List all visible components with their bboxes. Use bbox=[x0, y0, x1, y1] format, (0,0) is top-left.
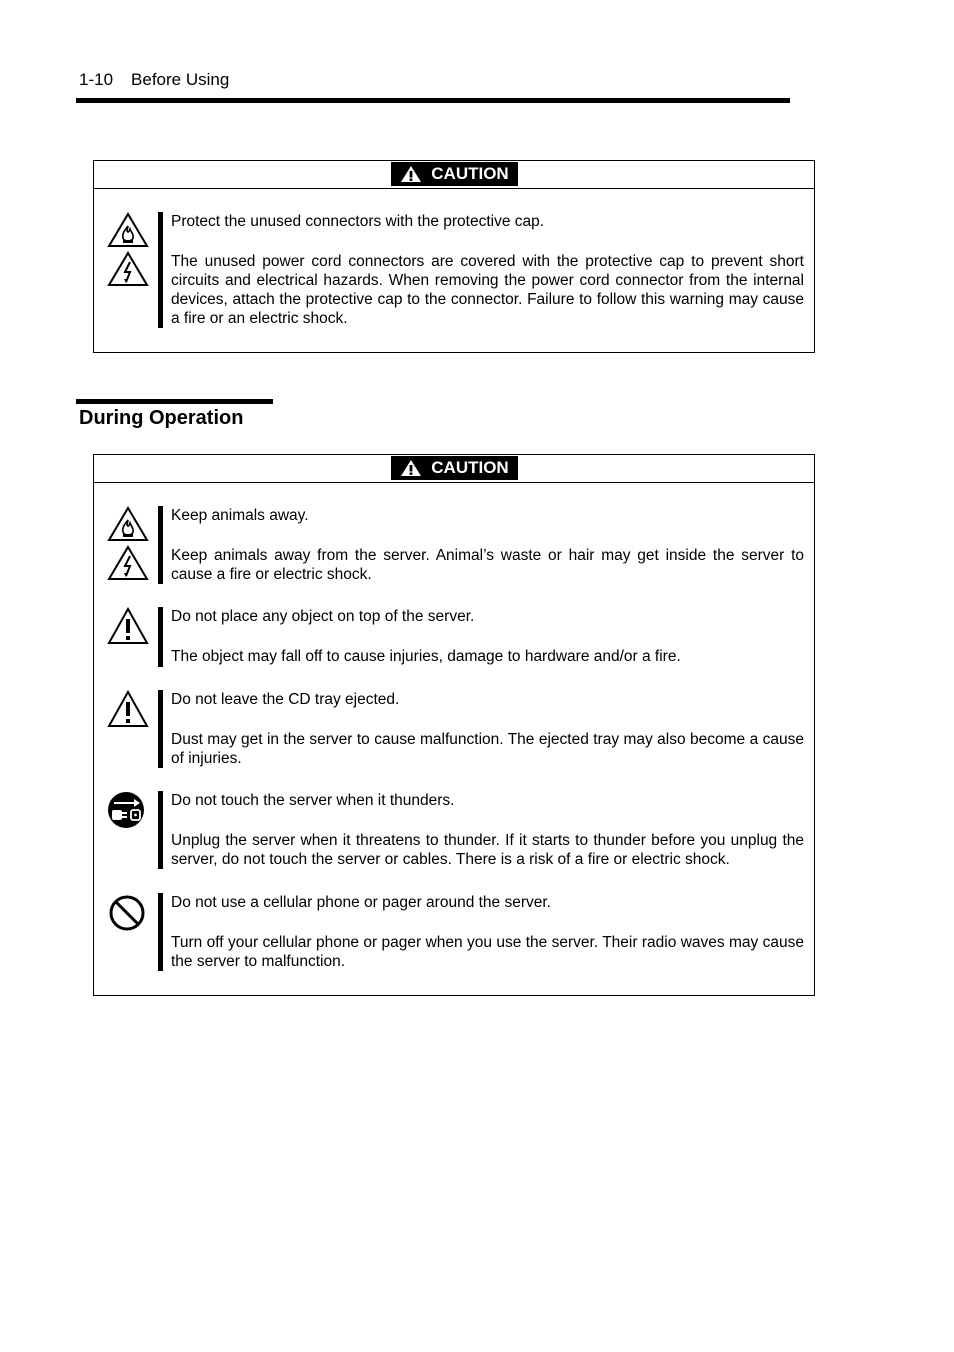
item-bar bbox=[158, 212, 163, 328]
caution-box-operation bbox=[93, 454, 815, 996]
caution-badge bbox=[391, 162, 518, 186]
item-icons bbox=[107, 690, 151, 731]
item-text bbox=[171, 791, 804, 869]
section-rule bbox=[76, 399, 273, 404]
item-summary: Protect the unused connectors with the protective cap. bbox=[171, 213, 545, 230]
item-icons bbox=[107, 791, 151, 834]
item-summary: Keep animals away. bbox=[171, 507, 309, 524]
item-icons bbox=[107, 506, 151, 584]
fire-warning-icon bbox=[107, 212, 149, 248]
caution-header bbox=[94, 455, 814, 483]
general-caution-icon bbox=[107, 690, 149, 728]
header-rule bbox=[76, 98, 790, 103]
item-text bbox=[171, 607, 804, 666]
warning-triangle-icon bbox=[400, 165, 422, 183]
item-bar bbox=[158, 607, 163, 667]
caution-box-connectors bbox=[93, 160, 815, 353]
general-caution-icon bbox=[107, 607, 149, 645]
item-summary: Do not place any object on top of the server. bbox=[171, 608, 475, 625]
item-bar bbox=[158, 791, 163, 869]
item-summary: Do not use a cellular phone or pager around the server. bbox=[171, 894, 551, 911]
caution-label: CAUTION bbox=[431, 164, 509, 183]
caution-badge bbox=[391, 456, 518, 480]
item-text bbox=[171, 690, 804, 768]
item-detail: Dust may get in the server to cause malfunction. The ejected tray may also become a cause of injuries. bbox=[171, 731, 804, 767]
section-title: During Operation bbox=[79, 407, 244, 429]
electric-shock-warning-icon bbox=[107, 251, 149, 287]
item-bar bbox=[158, 893, 163, 971]
item-summary: Do not leave the CD tray ejected. bbox=[171, 691, 400, 708]
item-bar bbox=[158, 690, 163, 768]
item-text bbox=[171, 212, 804, 328]
prohibited-icon bbox=[107, 893, 147, 933]
item-detail: Keep animals away from the server. Animal’s waste or hair may get inside the server to cause a fire or electric shock. bbox=[171, 547, 804, 583]
warning-triangle-icon bbox=[400, 459, 422, 477]
item-detail: Unplug the server when it threatens to thunder. If it starts to thunder before you unplug the server, do not touch the server or cables. There is a risk of a fire or electric shock. bbox=[171, 832, 804, 868]
item-detail: Turn off your cellular phone or pager when you use the server. Their radio waves may cause the server to malfunction. bbox=[171, 934, 804, 970]
item-text bbox=[171, 893, 804, 971]
chapter-title: Before Using bbox=[131, 70, 230, 89]
item-detail: The unused power cord connectors are covered with the protective cap to prevent short circuits and electrical hazards. When removing the power cord connector from the internal devices, attach the protective cap to the connector. Failure to follow this warning may cause a fire or an electric shock. bbox=[171, 253, 804, 327]
electric-shock-warning-icon bbox=[107, 545, 149, 581]
item-summary: Do not touch the server when it thunders. bbox=[171, 792, 455, 809]
item-text bbox=[171, 506, 804, 584]
unplug-icon bbox=[107, 791, 147, 831]
caution-label: CAUTION bbox=[431, 458, 509, 477]
item-icons bbox=[107, 607, 151, 648]
item-icons bbox=[107, 893, 151, 936]
caution-header bbox=[94, 161, 814, 189]
page-number: 1-10 bbox=[79, 70, 114, 89]
page-header bbox=[79, 70, 229, 90]
item-icons bbox=[107, 212, 151, 290]
fire-warning-icon bbox=[107, 506, 149, 542]
item-detail: The object may fall off to cause injuries, damage to hardware and/or a fire. bbox=[171, 648, 681, 665]
item-bar bbox=[158, 506, 163, 584]
